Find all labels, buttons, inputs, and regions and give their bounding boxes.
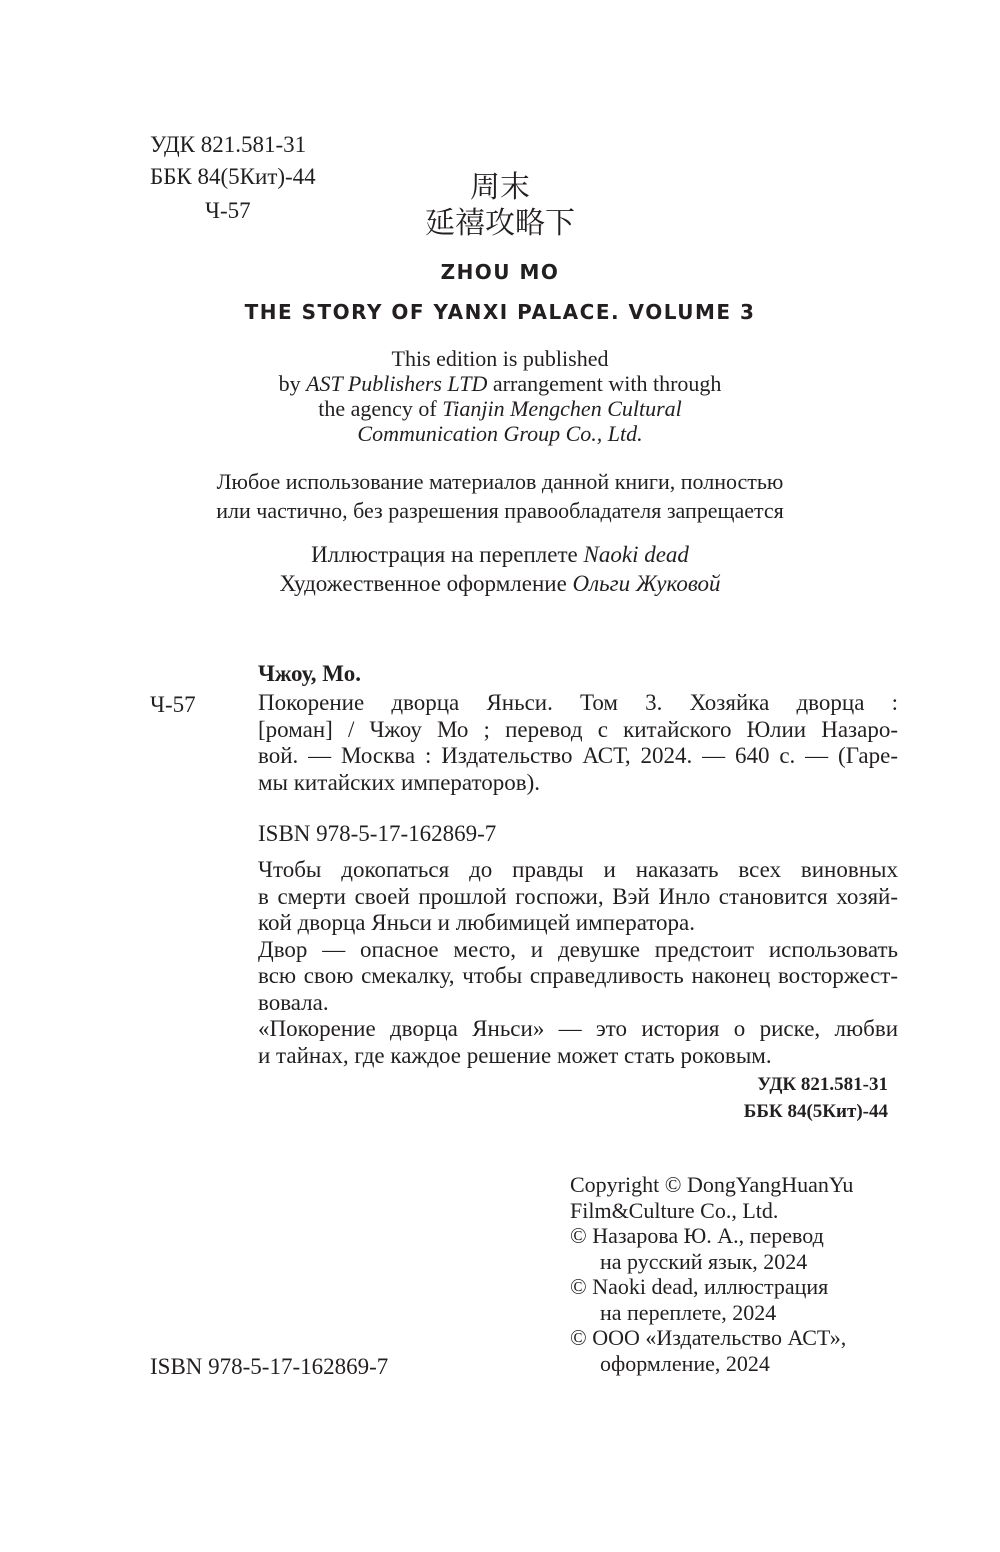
catalog-isbn: ISBN 978-5-17-162869-7 — [258, 821, 497, 846]
copyright-line-4: на русский язык, 2024 — [600, 1248, 808, 1274]
chinese-author: 周末 — [470, 170, 530, 205]
edition-line-4: Communication Group Co., Ltd. — [357, 421, 643, 446]
copyright-block — [570, 1172, 853, 1376]
edition-line-3: the agency of Tianjin Mengchen Cultural — [318, 396, 682, 421]
desc-line-1: Покорение дворца Яньси. Том 3. Хозяйка дворца : — [258, 690, 898, 715]
copyright-line-3: © Назарова Ю. А., перевод — [570, 1223, 824, 1248]
annot-p3-line-1: «Покорение дворца Яньси» — это история о риске, любви — [258, 1016, 898, 1041]
annot-p2-line-1: Двор — опасное место, и девушке предстоит использовать — [258, 936, 898, 962]
bottom-isbn: ISBN 978-5-17-162869-7 — [150, 1354, 389, 1379]
catalog-author-heading: Чжоу, Мо. — [258, 661, 361, 686]
copyright-line-7: © ООО «Издательство АСТ», — [570, 1325, 847, 1350]
chinese-title: 延禧攻略下 — [425, 206, 575, 241]
latin-title: THE STORY OF YANXI PALACE. VOLUME 3 — [244, 300, 756, 324]
catalog-description — [258, 690, 898, 796]
catalog-bbk-bold: ББК 84(5Кит)-44 — [743, 1101, 888, 1122]
rights-line-2: или частично, без разрешения правообладателя запрещается — [216, 498, 784, 523]
copyright-line-5: © Naoki dead, иллюстрация — [570, 1274, 829, 1299]
annot-p1-line-1: Чтобы докопаться до правды и наказать всех виновных — [258, 857, 898, 882]
bbk-code: ББК 84(5Кит)-44 — [150, 164, 316, 189]
copyright-line-2: Film&Culture Co., Ltd. — [570, 1197, 779, 1223]
annot-p2-line-3: вовала. — [258, 989, 329, 1015]
annot-p1-line-3: кой дворца Яньси и любимицей императора. — [258, 910, 696, 935]
annot-p2-line-2: всю свою смекалку, чтобы справедливость наконец восторжест- — [258, 963, 898, 988]
author-sign: Ч-57 — [205, 198, 251, 223]
rights-line-1: Любое использование материалов данной книги, полностью — [216, 469, 784, 494]
latin-author: ZHOU MO — [440, 260, 560, 284]
copyright-line-6: на переплете, 2024 — [600, 1299, 777, 1325]
annotation — [258, 857, 898, 1069]
udk-code: УДК 821.581-31 — [150, 132, 307, 157]
annot-p3-line-2: и тайнах, где каждое решение может стать роковым. — [258, 1042, 772, 1068]
catalog-sign: Ч-57 — [150, 692, 196, 717]
desc-line-2: [роман] / Чжоу Мо ; перевод с китайского Юлии Назаро- — [258, 716, 898, 742]
copyright-line-1: Copyright © DongYangHuanYu — [570, 1172, 854, 1197]
edition-line-2: by AST Publishers LTD arrangement with through — [278, 371, 722, 396]
desc-line-3: вой. — Москва : Издательство АСТ, 2024. — 640 с. — (Гаре- — [258, 743, 898, 768]
illustration-credit: Иллюстрация на переплете Naoki dead — [311, 542, 689, 567]
design-credit: Художественное оформление Ольги Жуковой — [279, 571, 721, 596]
copyright-line-8: оформление, 2024 — [600, 1350, 770, 1376]
catalog-udk-bold: УДК 821.581-31 — [757, 1074, 888, 1095]
edition-line-1: This edition is published — [391, 346, 609, 371]
desc-line-4: мы китайских императоров). — [258, 769, 541, 795]
annot-p1-line-2: в смерти своей прошлой госпожи, Вэй Инло становится хозяй- — [258, 883, 898, 909]
